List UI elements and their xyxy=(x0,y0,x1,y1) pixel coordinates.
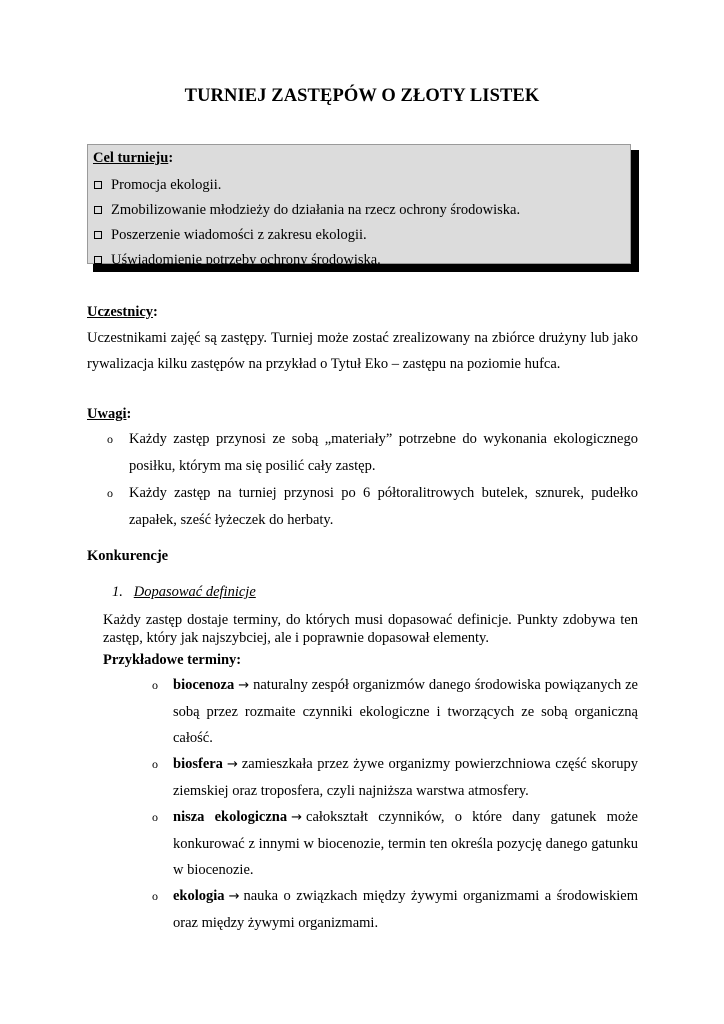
arrow-right-icon: → xyxy=(228,889,240,904)
participants-text: Uczestnikami zajęć są zastępy. Turniej może zostać zrealizowany na zbiórce drużyny lub jako rywalizacja kilku zastępów na przykład o Tytuł Eko – zastępu na poziomie hufca. xyxy=(87,330,638,372)
term-definition: zamieszkała przez żywe organizmy powierzchniowa część skorupy ziemskiej oraz troposfera, czyli najniższa warstwa atmosfery. xyxy=(173,756,638,799)
goal-item xyxy=(93,247,630,272)
term-name: biocenoza xyxy=(173,677,235,693)
term-item xyxy=(152,751,638,804)
goal-item xyxy=(93,172,630,197)
arrow-right-icon: → xyxy=(291,810,303,825)
checkbox-bullet-icon xyxy=(94,231,102,239)
goal-item xyxy=(93,222,630,247)
competition-description: Każdy zastęp dostaje terminy, do których musi dopasować definicje. Punkty zdobywa ten zastęp, który jak najszybciej, ale i poprawnie dopasował elementy. xyxy=(103,612,638,646)
goal-item xyxy=(93,197,630,222)
notes-item xyxy=(107,426,638,480)
goal-item-text: Uświadomienie potrzeby ochrony środowiska. xyxy=(111,251,381,268)
arrow-right-icon: → xyxy=(238,678,250,693)
goal-box-panel xyxy=(87,144,631,268)
term-item xyxy=(152,672,638,751)
participants-heading-colon: : xyxy=(153,304,158,320)
notes-item-text: Każdy zastęp na turniej przynosi po 6 półtoralitrowych butelek, sznurek, pudełko zapałek, sześć łyżeczek do herbaty. xyxy=(129,485,638,528)
circle-bullet-icon: o xyxy=(152,678,158,692)
competitions-heading: Konkurencje xyxy=(87,548,169,564)
checkbox-bullet-icon xyxy=(94,181,102,189)
term-item xyxy=(152,883,638,936)
circle-bullet-icon: o xyxy=(107,432,113,446)
document-title: TURNIEJ ZASTĘPÓW O ZŁOTY LISTEK xyxy=(184,86,540,106)
notes-item xyxy=(107,480,638,534)
goal-heading-colon: : xyxy=(168,150,174,166)
term-definition: całokształt czynników, o które dany gatunek może konkurować z innymi w biocenozie, termin ten określa pozycję danego gatunku w biocenozie. xyxy=(173,809,638,878)
term-name: ekologia xyxy=(173,888,225,904)
notes-heading-label: Uwagi xyxy=(87,406,127,422)
goal-item-text: Zmobilizowanie młodzieży do działania na rzecz ochrony środowiska. xyxy=(111,201,521,218)
checkbox-bullet-icon xyxy=(94,206,102,214)
term-definition: nauka o związkach między żywymi organizmami a środowiskiem oraz między żywymi organizmami. xyxy=(173,888,638,931)
term-name: nisza ekologiczna xyxy=(173,809,288,825)
notes-item-text: Każdy zastęp przynosi ze sobą „materiały” potrzebne do wykonania ekologicznego posiłku, którym ma się posilić cały zastęp. xyxy=(129,431,638,474)
notes-list xyxy=(107,426,638,534)
goal-item-text: Promocja ekologii. xyxy=(111,176,222,193)
terms-list xyxy=(152,672,638,936)
checkbox-bullet-icon xyxy=(94,256,102,264)
goal-box xyxy=(87,144,633,266)
examples-heading: Przykładowe terminy: xyxy=(103,652,242,668)
goal-heading-label: Cel turnieju xyxy=(93,150,169,166)
circle-bullet-icon: o xyxy=(152,889,158,903)
term-definition: naturalny zespół organizmów danego środowiska powiązanych ze sobą przez rozmaite czynniki ekologiczne i tworzących ze sobą organiczną całość. xyxy=(173,677,638,746)
notes-heading xyxy=(87,406,131,423)
competition-number: 1. xyxy=(112,584,123,600)
term-name: biosfera xyxy=(173,756,223,772)
circle-bullet-icon: o xyxy=(107,486,113,500)
participants-heading xyxy=(87,304,158,321)
goal-heading xyxy=(93,148,630,172)
arrow-right-icon: → xyxy=(226,757,238,772)
goal-item-text: Poszerzenie wiadomości z zakresu ekologii. xyxy=(111,226,367,243)
term-item xyxy=(152,804,638,883)
circle-bullet-icon: o xyxy=(152,810,158,824)
participants-heading-label: Uczestnicy xyxy=(87,304,154,320)
notes-heading-colon: : xyxy=(126,406,132,422)
circle-bullet-icon: o xyxy=(152,757,158,771)
competition-title-text: Dopasować definicje xyxy=(133,584,256,600)
competition-title xyxy=(112,584,256,601)
